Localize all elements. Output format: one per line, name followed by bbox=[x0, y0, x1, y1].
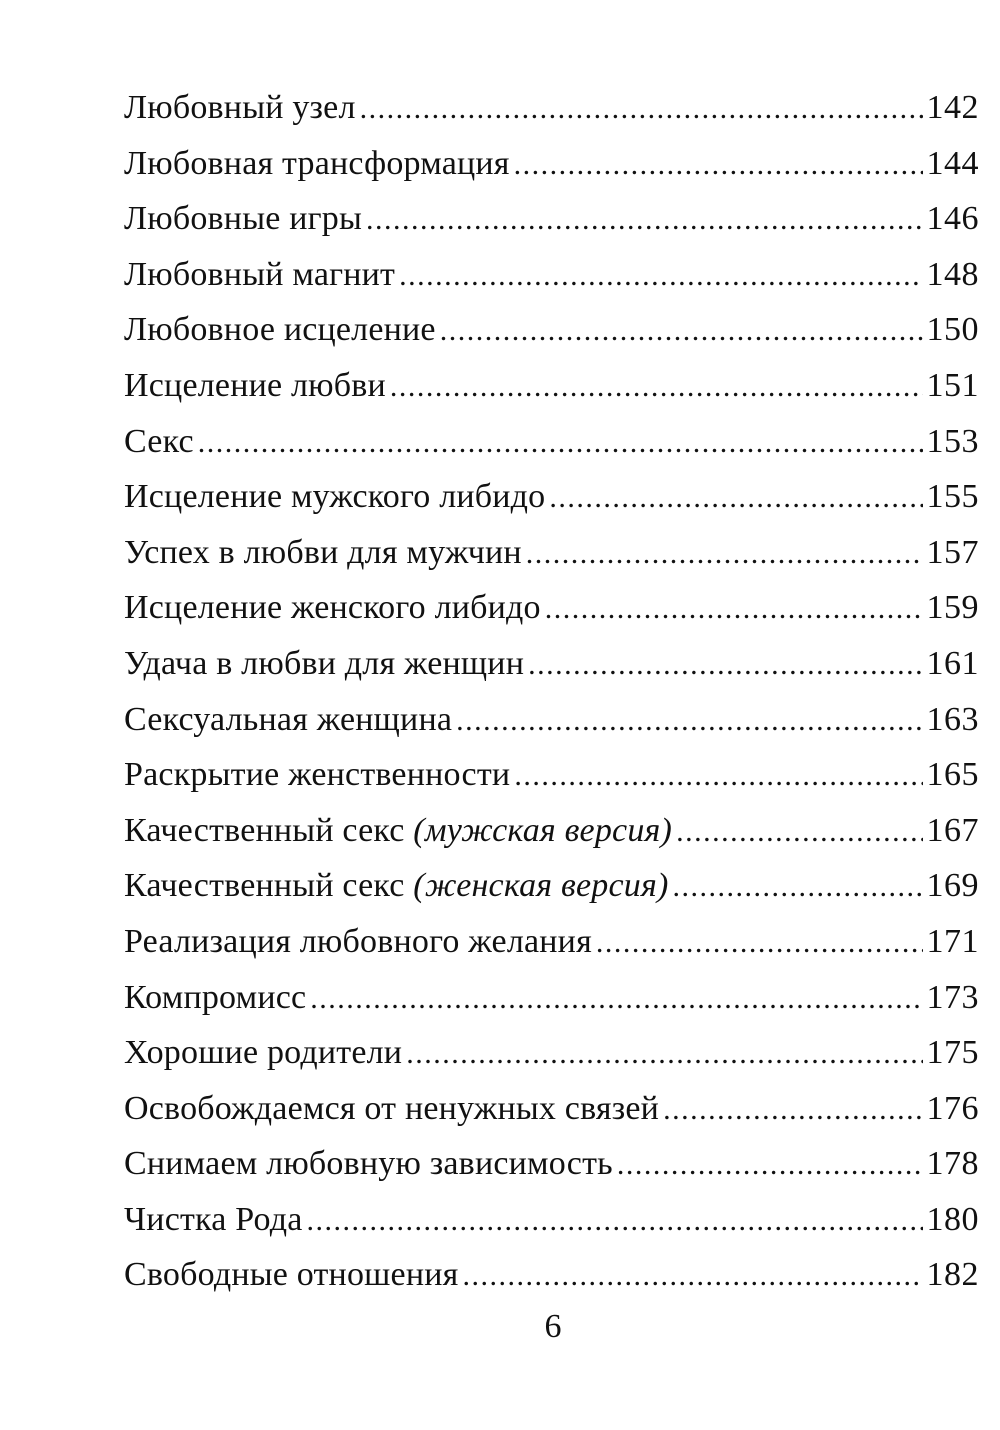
toc-entry bbox=[124, 1136, 979, 1192]
toc-entry-page: 163 bbox=[926, 700, 979, 738]
toc-entry-dot-leader bbox=[672, 859, 922, 915]
toc-entry-page: 144 bbox=[926, 144, 979, 182]
toc-entry-page: 182 bbox=[926, 1256, 979, 1294]
toc-entry-dot-leader bbox=[545, 581, 923, 637]
toc-entry bbox=[124, 692, 979, 748]
toc-entry bbox=[124, 1025, 979, 1081]
toc-entry-dot-leader bbox=[596, 915, 923, 971]
toc-entry-page: 173 bbox=[926, 978, 979, 1016]
toc-entry-dot-leader bbox=[617, 1137, 923, 1193]
toc-entry-title: Хорошие родители bbox=[124, 1034, 403, 1072]
toc-entry-dot-leader bbox=[198, 415, 923, 471]
toc-entry-dot-leader bbox=[399, 248, 922, 304]
toc-entry-title: Любовный магнит bbox=[124, 255, 396, 293]
toc-entry bbox=[124, 970, 979, 1026]
toc-entry-title: Свободные отношения bbox=[124, 1256, 459, 1294]
toc-entry bbox=[124, 525, 979, 581]
toc-entry-dot-leader bbox=[310, 971, 922, 1027]
toc-entry-dot-leader bbox=[440, 303, 923, 359]
toc-entry-page: 151 bbox=[926, 366, 979, 404]
toc-entry-page: 150 bbox=[926, 311, 979, 349]
toc-entry-dot-leader bbox=[526, 526, 923, 582]
toc-entry-dot-leader bbox=[366, 192, 922, 248]
toc-entry bbox=[124, 1247, 979, 1303]
toc-entry-page: 159 bbox=[926, 589, 979, 627]
table-of-contents bbox=[124, 80, 979, 1303]
toc-entry-dot-leader bbox=[456, 693, 922, 749]
toc-entry-title: Исцеление женского либидо bbox=[124, 589, 541, 627]
toc-entry-title: Любовный узел bbox=[124, 89, 356, 126]
toc-entry bbox=[124, 191, 979, 247]
toc-entry-title: Любовные игры bbox=[124, 200, 363, 238]
toc-entry-title: Чистка Рода bbox=[124, 1200, 303, 1238]
toc-entry-page: 153 bbox=[926, 422, 979, 460]
toc-entry-page: 171 bbox=[926, 922, 979, 960]
toc-entry-dot-leader bbox=[307, 1193, 923, 1249]
toc-entry-title: Секс bbox=[124, 422, 194, 460]
toc-entry-title: Качественный секс (мужская версия) bbox=[124, 811, 673, 849]
toc-entry-title: Исцеление любви bbox=[124, 366, 386, 404]
toc-entry-title: Любовное исцеление bbox=[124, 311, 436, 349]
toc-entry-dot-leader bbox=[676, 804, 922, 860]
toc-entry-title: Исцеление мужского либидо bbox=[124, 478, 546, 516]
toc-entry bbox=[124, 358, 979, 414]
toc-entry-title: Качественный секс (женская версия) bbox=[124, 867, 669, 905]
toc-entry-dot-leader bbox=[390, 359, 923, 415]
toc-entry-title: Освобождаемся от ненужных связей bbox=[124, 1089, 660, 1127]
toc-entry-page: 178 bbox=[926, 1145, 979, 1183]
toc-entry-dot-leader bbox=[528, 637, 922, 693]
toc-entry bbox=[124, 414, 979, 470]
toc-entry-dot-leader bbox=[514, 137, 923, 193]
toc-entry-title: Реализация любовного желания bbox=[124, 922, 592, 960]
toc-entry-title: Раскрытие женственности bbox=[124, 756, 511, 794]
toc-entry bbox=[124, 469, 979, 525]
toc-entry-note: (мужская версия) bbox=[413, 811, 673, 849]
page-number: 6 bbox=[544, 1308, 562, 1345]
toc-entry-page: 148 bbox=[926, 255, 979, 293]
toc-entry-title: Удача в любви для женщин bbox=[124, 644, 525, 682]
toc-entry bbox=[124, 1081, 979, 1137]
toc-entry-dot-leader bbox=[549, 470, 922, 526]
toc-entry-title: Любовная трансформация bbox=[124, 144, 510, 182]
toc-entry bbox=[124, 247, 979, 303]
toc-entry-title: Сексуальная женщина bbox=[124, 700, 453, 738]
toc-entry-title: Компромисс bbox=[124, 978, 307, 1016]
toc-entry-title: Снимаем любовную зависимость bbox=[124, 1145, 613, 1183]
toc-entry-title: Успех в любви для мужчин bbox=[124, 533, 522, 571]
toc-entry-dot-leader bbox=[360, 81, 923, 137]
toc-entry-page: 146 bbox=[926, 200, 979, 238]
toc-entry bbox=[124, 858, 979, 914]
toc-entry bbox=[124, 136, 979, 192]
toc-entry-dot-leader bbox=[663, 1082, 922, 1138]
toc-entry-dot-leader bbox=[514, 748, 922, 804]
toc-entry-page: 169 bbox=[926, 867, 979, 905]
toc-entry-page: 176 bbox=[926, 1089, 979, 1127]
toc-entry-page: 157 bbox=[926, 533, 979, 571]
toc-entry-page: 165 bbox=[926, 756, 979, 794]
toc-entry-page: 155 bbox=[926, 478, 979, 516]
toc-entry-page: 142 bbox=[926, 89, 979, 126]
toc-entry bbox=[124, 914, 979, 970]
toc-entry bbox=[124, 302, 979, 358]
toc-entry-dot-leader bbox=[462, 1248, 922, 1304]
toc-entry bbox=[124, 636, 979, 692]
toc-entry bbox=[124, 803, 979, 859]
toc-entry-dot-leader bbox=[406, 1026, 922, 1082]
toc-entry bbox=[124, 580, 979, 636]
toc-entry-page: 175 bbox=[926, 1034, 979, 1072]
toc-entry-page: 161 bbox=[926, 644, 979, 682]
toc-entry bbox=[124, 747, 979, 803]
toc-entry-page: 180 bbox=[926, 1200, 979, 1238]
toc-entry bbox=[124, 1192, 979, 1248]
toc-entry-page: 167 bbox=[926, 811, 979, 849]
toc-entry bbox=[124, 80, 979, 136]
toc-entry-note: (женская версия) bbox=[413, 867, 669, 905]
